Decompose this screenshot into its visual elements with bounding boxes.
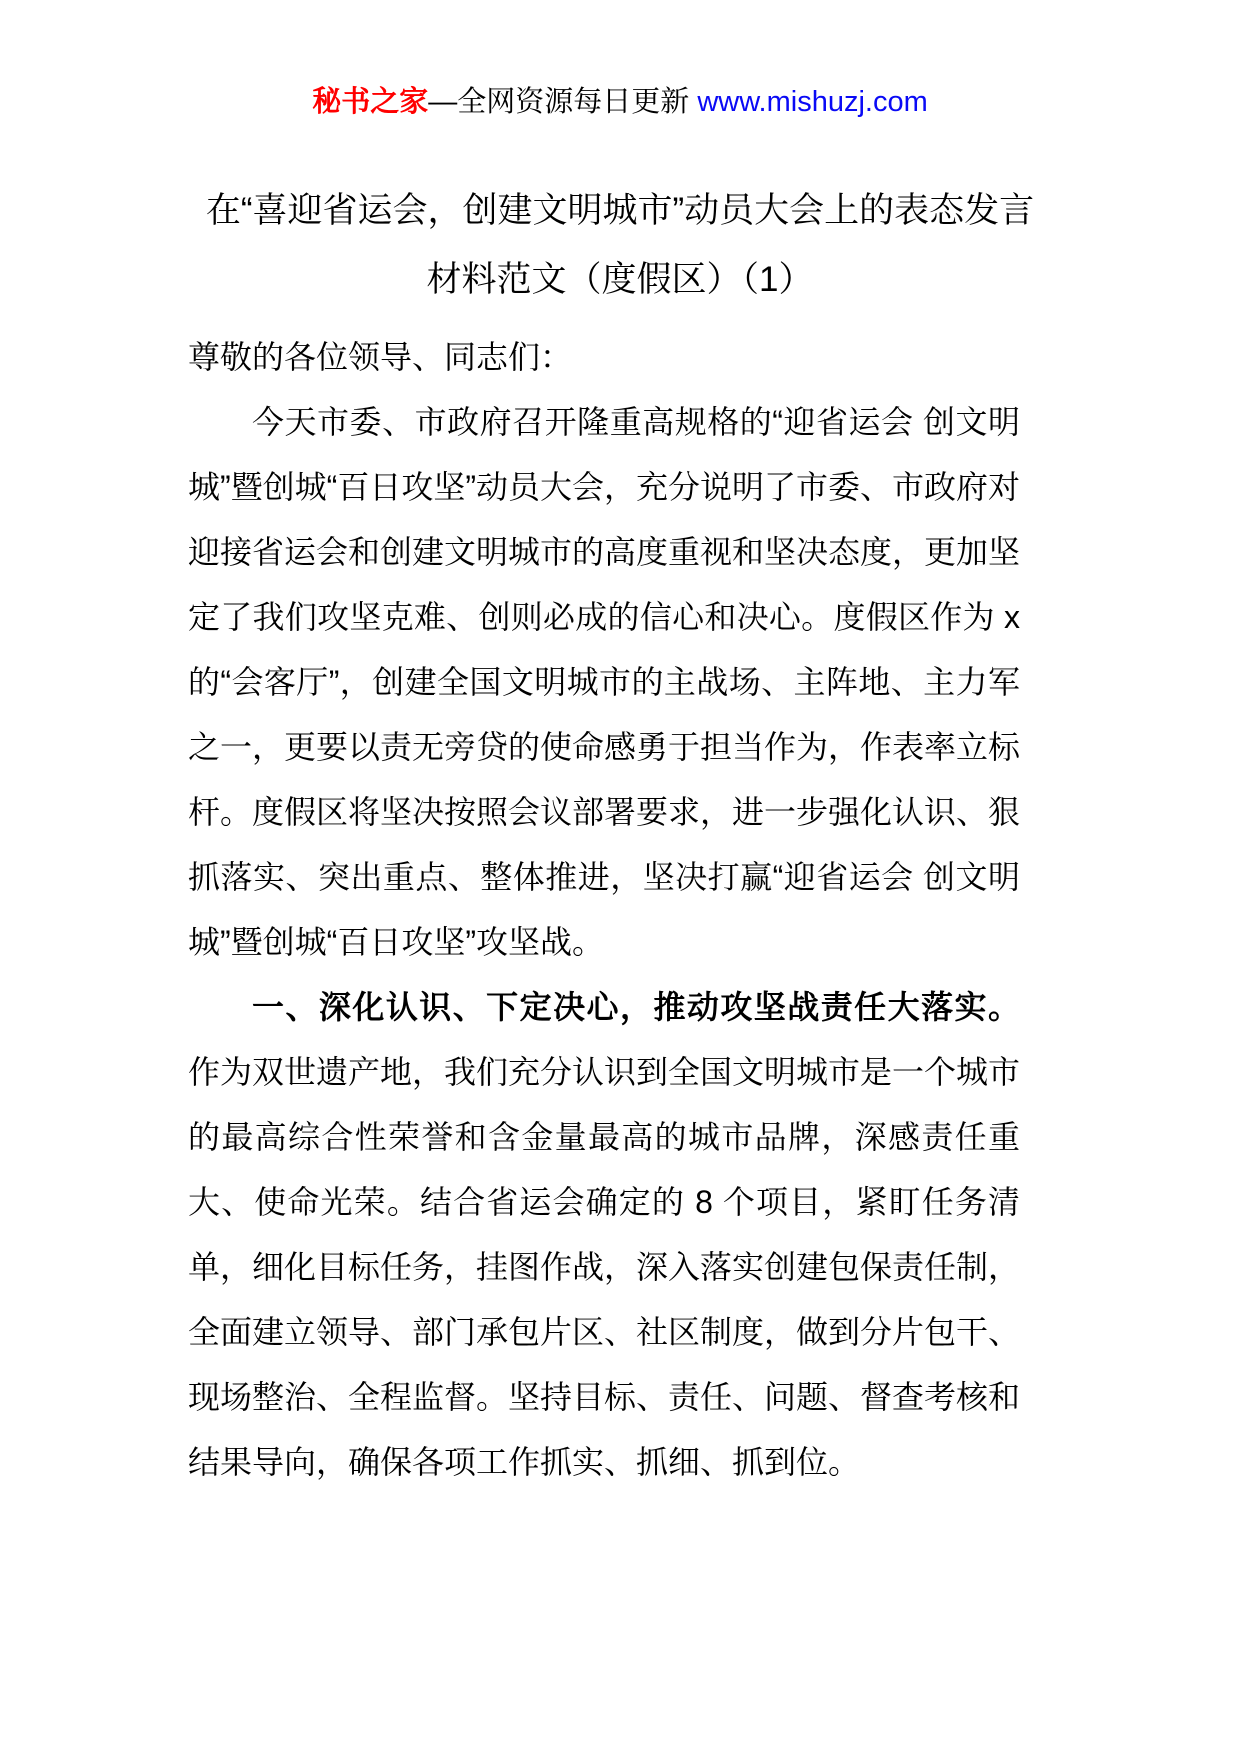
body-paragraph-1: 今天市委、市政府召开隆重高规格的“迎省运会 创文明城”暨创城“百日攻坚”动员大会，充分说明了市委、市政府对迎接省运会和创建文明城市的高度重视和坚决态度，更加坚定了我们攻坚克难、创则必成的信心和决心。度假区作为 x 的“会客厅”，创建全国文明城市的主战场、主阵地、主力军之一，更要以责无旁贷的使命感勇于担当作为，作表率立标杆。度假区将坚决按照会议部署要求，进一步强化认识、狠抓落实、突出重点、整体推进，坚决打赢“迎省运会 创文明城”暨创城“百日攻坚”攻坚战。 (188, 404, 1021, 960)
site-header (0, 82, 1240, 122)
body-paragraph-2 (188, 975, 1020, 1495)
document-body (188, 325, 1020, 1495)
site-tagline: —全网资源每日更新 (428, 86, 698, 118)
salutation-line: 尊敬的各位领导、同志们： (188, 339, 573, 375)
site-name: 秘书之家 (312, 86, 429, 118)
section-heading-1: 一、深化认识、下定决心，推动攻坚战责任大落实。 (252, 989, 1020, 1025)
document-title-line2: 材料范文（度假区）（1） (426, 260, 814, 299)
document-title (0, 176, 1240, 314)
body-paragraph-2-text: 作为双世遗产地，我们充分认识到全国文明城市是一个城市的最高综合性荣誉和含金量最高的城市品牌，深感责任重大、使命光荣。结合省运会确定的 8 个项目，紧盯任务清单，细化目标任务，挂图作战，深入落实创建包保责任制，全面建立领导、部门承包片区、社区制度，做到分片包干、现场整治、全程监督。坚持目标、责任、问题、督查考核和结果导向，确保各项工作抓实、抓细、抓到位。 (188, 1054, 1021, 1480)
site-url-link[interactable]: www.mishuzj.com (697, 86, 928, 118)
document-title-line1: 在“喜迎省运会，创建文明城市”动员大会上的表态发言 (205, 191, 1035, 230)
